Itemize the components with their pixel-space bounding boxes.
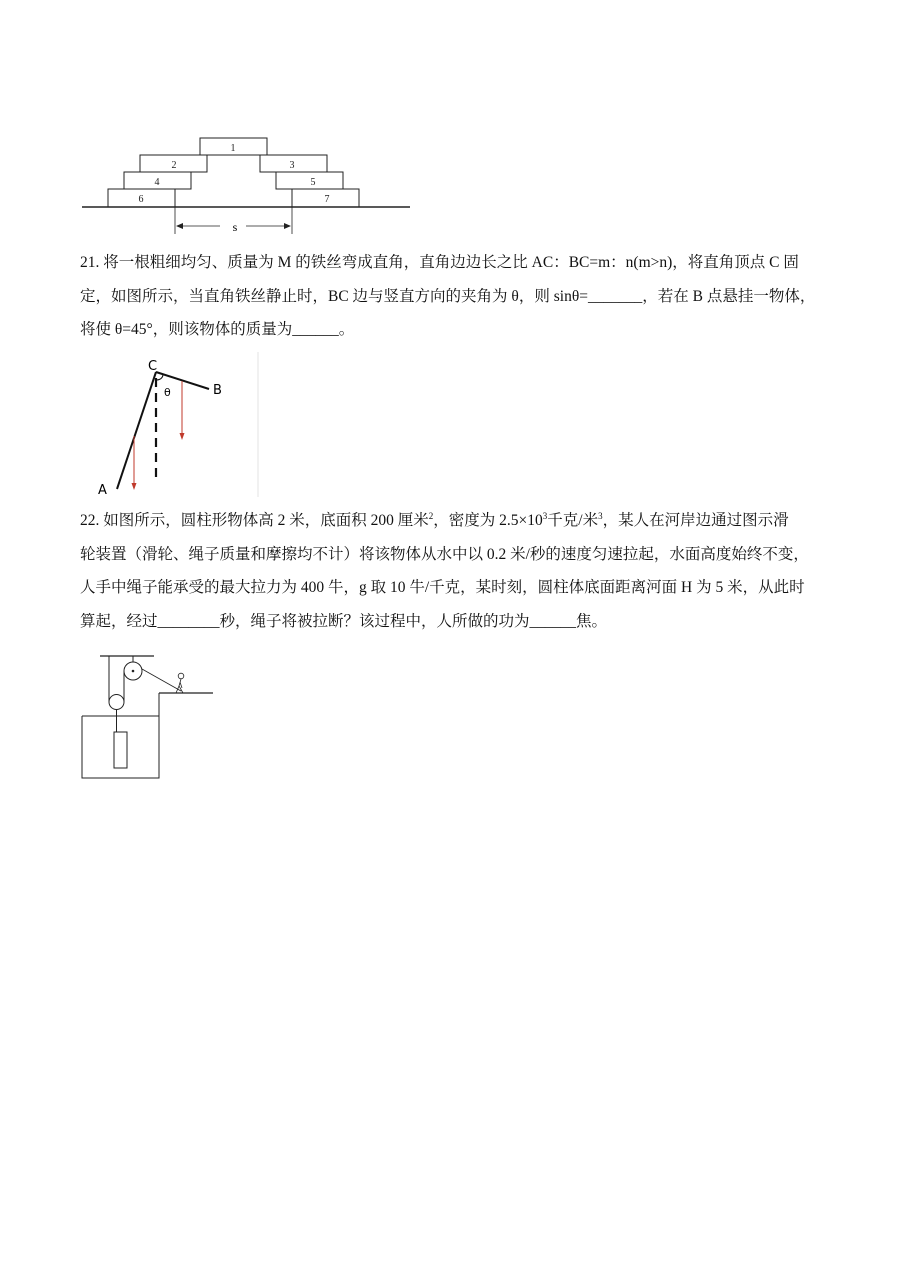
label-theta: θ [164, 386, 171, 399]
distance-label: s [232, 220, 238, 234]
q22-line-4: 算起，经过________秒，绳子将被拉断？该过程中，人所做的功为______焦。 [80, 612, 608, 630]
block-5 [276, 172, 343, 189]
distance-arrowhead-right [284, 223, 291, 229]
block-label-4: 4 [154, 177, 160, 188]
q22-line-2: 轮装置（滑轮、绳子质量和摩擦均不计）将该物体从水中以 0.2 米/秒的速度匀速拉起，水面高度始终不变， [80, 545, 809, 563]
block-label-5: 5 [310, 177, 316, 188]
question-22 [80, 504, 840, 638]
label-b: B [213, 383, 222, 398]
question-21 [80, 246, 840, 347]
rope-to-person [142, 669, 181, 691]
q21-line-3: 将使 θ=45°，则该物体的质量为______。 [80, 321, 355, 338]
person-head [178, 673, 184, 679]
q22-line-3: 人手中绳子能承受的最大拉力为 400 牛，g 取 10 牛/千克，某时刻，圆柱体底面距离河面 H 为 5 米，从此时 [80, 579, 805, 596]
stacked-blocks-figure [80, 130, 415, 240]
block-label-2: 2 [171, 160, 177, 171]
block-label-6: 6 [138, 194, 144, 205]
block-label-1: 1 [230, 143, 236, 154]
q22-line-1: 22. 如图所示，圆柱形物体高 2 米，底面积 200 厘米$^2$，密度为 $2.5\times 10^3$千克/米$^3$，某人在河岸边通过图示滑 [80, 511, 789, 529]
bent-wire-figure [92, 352, 262, 497]
pulley-system-figure [78, 650, 218, 785]
block-label-3: 3 [289, 160, 295, 171]
block-label-7: 7 [324, 194, 330, 205]
wire-ac [117, 372, 156, 489]
label-a: A [98, 483, 107, 497]
distance-arrowhead-left [176, 223, 183, 229]
label-c: C [148, 359, 158, 374]
q21-line-1: 21. 将一根粗细均匀、质量为 M 的铁丝弯成直角，直角边边长之比 AC：BC=m：n(m>n)，将直角顶点 C 固 [80, 254, 799, 271]
person-body [176, 679, 183, 693]
q21-line-2: 定，如图所示，当直角铁丝静止时，BC 边与竖直方向的夹角为 θ，则 sinθ=_______，若在 B 点悬挂一物体， [80, 287, 816, 305]
cylinder-object [114, 732, 127, 768]
movable-pulley [109, 695, 124, 710]
fixed-pulley-axle [132, 670, 135, 673]
weight-arrowhead-cb [180, 433, 185, 440]
weight-arrowhead-ac [132, 483, 137, 490]
